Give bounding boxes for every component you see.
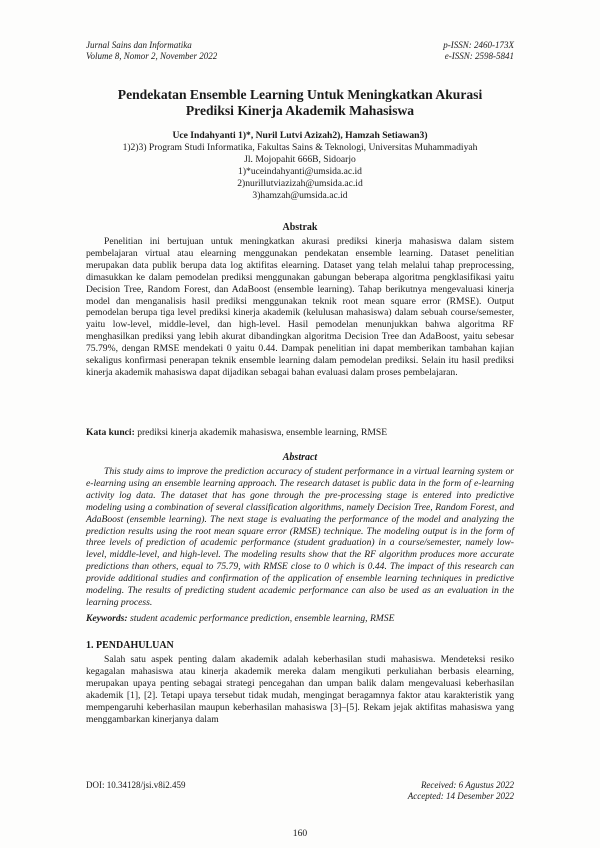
author-block	[60, 130, 540, 202]
affiliation-line-2: Jl. Mojopahit 666B, Sidoarjo	[244, 154, 356, 165]
abstrak-text: Penelitian ini bertujuan untuk meningkatkan akurasi prediksi kinerja mahasiswa dalam sistem pembelajaran virtual atau elearning menggunakan pendekatan ensemble learning. Dataset penelitian merupakan data publik berupa data log aktifitas elearning. Dataset yang telah melalui tahap preprocessing, dimasukkan ke dalam pemodelan prediksi menggunakan gabungan beberapa algoritma pengklasifikasi yaitu Decision Tree, Random Forest, dan AdaBoost (ensemble learning). Tahap berikutnya mengevaluasi kinerja model dan menganalisis hasil prediksi menggunakan teknik root mean square error (RMSE). Output pemodelan berupa tiga level prediksi kinerja akademik (kelulusan mahasiswa) dalam sebuah course/semester, yaitu low-level, middle-level, dan high-level. Hasil pemodelan menunjukkan bahwa algoritma RF menghasilkan prediksi yang lebih akurat dibandingkan algoritma Decision Tree dan AdaBoost, yaitu sebesar 75.79%, dengan RMSE mendekati 0 yaitu 0.44. Dampak penelitian ini dapat memberikan tambahan kajian sekaligus konfirmasi penerapan teknik ensemble learning dalam pemodelan prediksi. Selain itu hasil prediksi kinerja akademik mahasiswa dapat dijadikan sebagai bahan evaluasi dalam proses pembelajaran.	[86, 236, 514, 378]
paper-title	[60, 87, 540, 119]
abstrak-body	[86, 236, 514, 379]
keywords	[86, 613, 514, 625]
journal-volume: Volume 8, Nomor 2, November 2022	[86, 51, 218, 61]
keywords-text: student academic performance prediction, ensemble learning, RMSE	[129, 613, 395, 624]
doi: DOI: 10.34128/jsi.v8i2.459	[86, 780, 186, 790]
author-email-2: 2)nurillutviazizah@umsida.ac.id	[237, 178, 363, 189]
author-email-1: 1)*uceindahyanti@umsida.ac.id	[238, 166, 362, 177]
article-dates	[408, 780, 514, 802]
affiliation-line-1: 1)2)3) Program Studi Informatika, Fakultas Sains & Teknologi, Universitas Muhammadiyah	[122, 142, 478, 153]
accepted-date: Accepted: 14 Desember 2022	[407, 791, 514, 801]
journal-info	[86, 40, 217, 62]
section-1-body	[86, 654, 514, 725]
title-line-1: Pendekatan Ensemble Learning Untuk Meningkatkan Akurasi	[117, 87, 483, 102]
abstract-heading: Abstract	[282, 452, 318, 463]
title-line-2: Prediksi Kinerja Akademik Mahasiswa	[185, 103, 415, 118]
abstrak-heading: Abstrak	[282, 222, 318, 233]
section-1-text: Salah satu aspek penting dalam akademik adalah keberhasilan studi mahasiswa. Mendeteksi resiko kegagalan mahasiswa atau kinerja akademik mereka dalam mengikuti perkuliahan berbasis elearning, merupakan upaya penting sebagai strategi pencegahan dan umpan balik dalam mengevaluasi keberhasilan akademik [1], [2]. Tetapi upaya tersebut tidak mudah, mengingat beragamnya faktor atau karakteristik yang mempengaruhi keberhasilan maupun keberhasilan mahasiswa [3]–[5]. Rekam jejak aktifitas mahasiswa yang menggambarkan kinerjanya dalam	[86, 654, 514, 725]
author-names: Uce Indahyanti 1)*, Nuril Lutvi Azizah2), Hamzah Setiawan3)	[172, 130, 428, 141]
abstract-text: This study aims to improve the prediction accuracy of student performance in a virtual learning system or e-learning using an ensemble learning approach. The research dataset is public data in the form of e-learning activity log data. The dataset that has gone through the pre-processing stage is entered into predictive modeling using a combination of several classification algorithms, namely Decision Tree, Random Forest, and AdaBoost (ensemble learning). The next stage is evaluating the performance of the model and analyzing the prediction results using the root mean square error (RMSE) technique. The modeling output is in the form of three levels of prediction of academic performance (student graduation) in a course/semester, namely low-level, middle-level, and high-level. The modeling results show that the RF algorithm produces more accurate predictions than others, equal to 75.79, with RMSE close to 0 which is 0.44. The impact of this research can provide additional studies and confirmation of the application of ensemble learning techniques in predictive modeling. The results of predicting student academic performance can also be used as an evaluation in the learning process.	[86, 466, 514, 608]
kata-kunci-label: Kata kunci:	[86, 427, 135, 438]
abstract-body	[86, 466, 514, 609]
kata-kunci-text: prediksi kinerja akademik mahasiswa, ensemble learning, RMSE	[137, 427, 388, 438]
issn-info	[443, 40, 514, 62]
keywords-label: Keywords:	[86, 613, 128, 624]
author-email-3: 3)hamzah@umsida.ac.id	[252, 190, 348, 201]
journal-name: Jurnal Sains dan Informatika	[86, 40, 192, 50]
received-date: Received: 6 Agustus 2022	[420, 780, 514, 790]
p-issn: p-ISSN: 2460-173X	[443, 40, 514, 50]
kata-kunci	[86, 427, 514, 439]
section-1-title: 1. PENDAHULUAN	[86, 640, 174, 651]
e-issn: e-ISSN: 2598-5841	[444, 51, 514, 61]
page-number: 160	[292, 828, 308, 839]
